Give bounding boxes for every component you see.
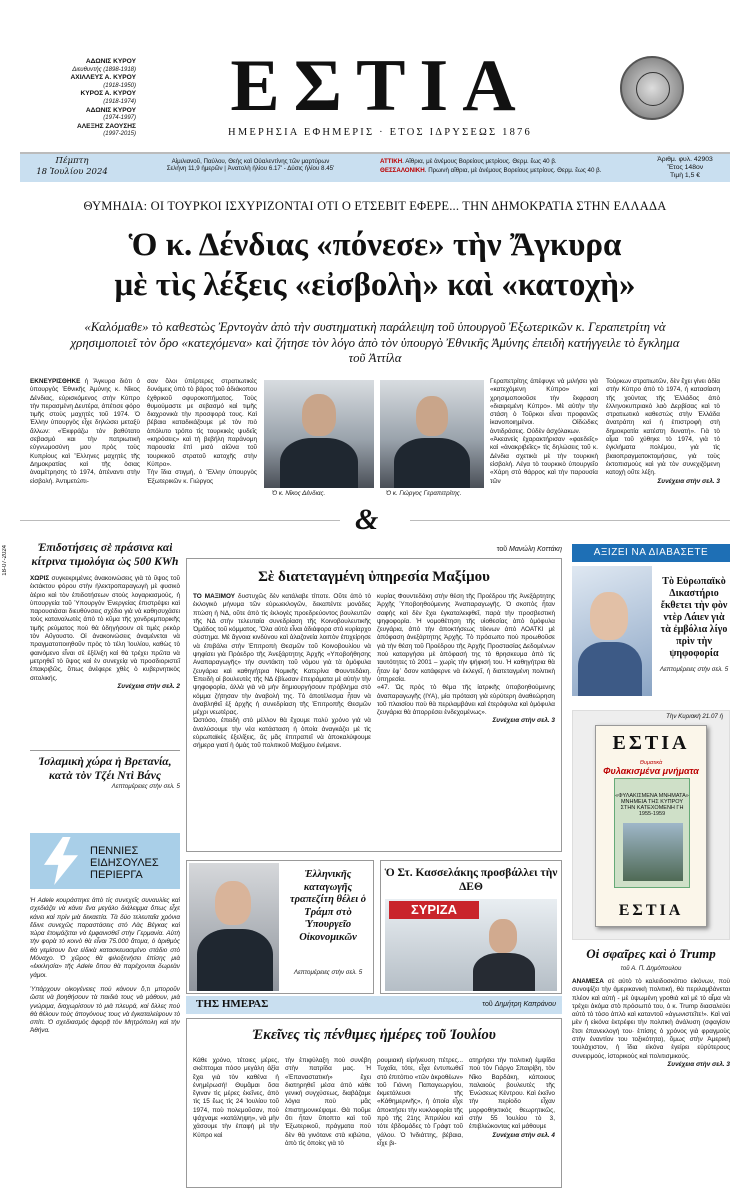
saints-of-day	[128, 158, 373, 173]
book-cover-image	[623, 823, 683, 881]
book-promo[interactable]	[572, 710, 730, 940]
brief-title-1: ΠΕΝΝΙΕΣ	[90, 845, 139, 857]
brief-item-2: Ὑπάρχουν οἰκογένειες ποὺ κάνουν ὅ,τι μποροῦν ὥστε νὰ βοηθήσουν τὰ παιδιὰ τους νὰ μάθουν, μιὰ γνώριμα, διαχωρίσουν τὸ μιὰ πλευρά, καὶ ὅλλες ποὺ θὰ θέλουν τοὺς ἀπογόνους τους νὰ ἐγκαταλείψουν τὸ σπίτι. Ὁ σχεδιασμὸς ἀφορᾷ τὸν Μητρόπολη καὶ τὴν Ἀθήνα.	[30, 985, 180, 1035]
book-subtitle: Θυματικὰ	[639, 760, 663, 766]
face-shape	[215, 881, 251, 925]
tis-imeras-label: ΤΗΣ ΗΜΕΡΑΣ	[196, 998, 269, 1010]
brief-title-3: ΠΕΡΙΕΡΓΑ	[90, 869, 143, 881]
trump-title: Οἱ σφαῖρες καὶ ὁ Trump	[586, 946, 716, 961]
july-column-1: Κάθε χρόνο, τέτοιες μέρες, σκέπτομαι πόσο μεγάλη ἀξία ἔχει γιὰ τὸν καθένα ἡ ἐνημέρωσή! Θυμᾶμαι ὅσα ἔγιναν τὶς μέρες ἐκεῖνες, ἀπὸ τὶς 15 ἕως τὶς 24 Ἰουλίου τοῦ 1974, ποὺ πολεμοῦσαν, ποὺ ψάχναμε «κατάληψη», νὰ μὴν χάσουμε τὴν ἐπαφή μὲ τὴν Κύπρο καὶ	[193, 1057, 279, 1139]
lead-column-1	[30, 378, 140, 486]
brief-title-2: ΕΙΔΗΣΟΥΛΕΣ	[90, 857, 159, 869]
maximou-column-2	[377, 593, 555, 726]
saints-text: Αἰμιλιανοῦ, Παύλου, Θεὴς καὶ Οὐαλεντίνης τῶν μαρτύρων	[171, 158, 330, 165]
trump-continued[interactable]: Συνέχεια στὴν σελ. 3	[667, 1060, 730, 1068]
issue-day: Πέμπτη	[55, 156, 89, 166]
electricity-title: Ἐπιδοτήσεις σὲ πράσινα καὶ κίτρινα τιμολόγια ὡς 500 KWh	[31, 542, 179, 568]
maximou-column-2b-text: «47. Ὡς πρὸς τὸ θέμα τῆς ἰατρικῆς ὑποβοηθούμενης ἀναπαραγωγῆς (ΙΥΑ), μία πρόταση γιὰ εὐρύτερη ἀναθεώρηση τοῦ πλαισίου ποὺ θὰ περιλαμβάνει καὶ ἑτερόφυλα καὶ ὁμόφυλα ζευγάρια θὰ ἀπορρέσει ἐνδεχομένως».	[377, 684, 555, 717]
uk-ref: Λεπτομέρειες στὴν σελ. 5	[111, 783, 180, 790]
lead-deck: «Καλόμαθε» τὸ καθεστὼς Ἐρντογὰν ἀπὸ τὴν συστηματικὴ παράλειψη τοῦ ὑπουργοῦ Ἐξωτερικῶν κ. Γεραπετρίτη νὰ χρησιμοποιεῖ τὸν ὅρο «κατεχόμενα» καὶ ζήτησε τὸν λόγο ἀπὸ τὸν ὑπουργὸ Ἐθνικῆς Ἀμύνης ἐπειδὴ κατήγγειλε τὸ ἔγκλημα τοῦ Ἀττίλα	[70, 320, 680, 365]
dendias-photo	[264, 380, 374, 488]
divider	[20, 520, 340, 521]
founder-entry: ΑΧΙΛΛΕΥΣ Α. ΚΥΡΟΥ (1918-1950)	[70, 74, 136, 89]
masthead-title: ΕΣΤΙΑ	[230, 45, 530, 127]
book-subtitle-wrap	[596, 760, 706, 776]
trump-text: σὲ αὐτὸ τὸ καλειδοσκόπιο εἰκόνων, ποὺ συνοψίζει τὴν ἀμερικανικὴ πολιτική, θὰ περιλαμβάνεται πλέον καὶ αὐτὴ - μὲ ὑψωμένη γροθιὰ καὶ μὲ τὸ αἷμα νὰ τρέχει ἀκόμα στὸ πρόσωπό του, ὁ κ. Trump διασαλεύει αὐτὸ τὸ τόσο ἁπλὸ καὶ καταντοῦ «ἀγωνιστεῖτε!». Καὶ ναὶ μὲν ἡ εἰκόνα ἐκτρέφει τὴν πολιτικὴ ἀνάλυση (σφαγίσιν ἔτσι ἐπανεκλογή του· ἐπίσης ὁ χρόνος γιὰ φραγμοὺς στὴν ἐναντίον του τοξικότητα), ὅμως στὴν Ἀμερικὴ τουλάχιστον, ἡ ἴδια εἰκόνα ἐγείρει εὐρύτερους συνειρμούς, ἱστορικοὺς καὶ πολιτισμικούς.	[572, 978, 730, 1060]
brief-item-1: Ἡ Adele κουράστηκε ἀπὸ τὶς συνεχεῖς συναυλίες καὶ σχεδιάζει νὰ κάνει ἕνα μεγάλο διάλειμμα ὅπως εἶχε κάνει καὶ πρὶν μιὰ δεκαετία. Τὰ δύο τελευταῖα χρόνια ἔδινε συνεχῶς παραστάσεις στὸ Λὰς Βέγκας καὶ τώρα ἑτοιμάζεται νὰ ἐμφανισθεῖ στὴν Γερμανία. Αὐτὴ τὴν φορὰ τὸ κοινὸ θὰ εἶναι 75.000 ἄτομα, ὁ ἀριθμὸς θὰ γεμίσουν ἕνα εἰδικὰ κατασκευασμένο στάδιο στὸ Μόναχο. Ὁ χῶρος θὰ φιλοξενήσει ἐπίσης μιὰ «ἐκκλησία» τῆς Adele ὅπου θὰ παρέχονται δωρεὰν γάμοι.	[30, 897, 180, 979]
suit-shape	[280, 438, 358, 488]
kasselakis-photo	[385, 899, 557, 991]
suit-shape	[578, 642, 642, 696]
suit-shape	[197, 929, 273, 991]
trump-dropcap: ΑΝΑΜΕΣΑ	[572, 978, 604, 985]
lead-column-3b-text: «Ἀκεανεὶς ἐχαρακτήρισαν «φαεδεῖς» καὶ «ἀνακριβεῖες» τὶς δηλώσεις τοῦ κ. Δένδια σχετικὰ μὲ τὴν τουρκικὴ εἰσβολή. Λέγα τὸ τουρκικὸ ὑπουργεῖο «Χάρη στὸ θάρρος καὶ τὴν παρουσία τῶν	[490, 436, 598, 485]
book-top-text: Τὴν Κυριακὴ 21.07 ἡ	[666, 713, 723, 720]
book-cover	[595, 725, 707, 927]
lead-column-3-text: Γεραπετρίτης ἀπέφυγε νὰ μιλήσει γιὰ «κατεχόμενη Κύπρο» καὶ χρησιμοποιοῦσε τὴν ἔκφραση «διαιρεμένη Κύπρο». Μὲ αὐτὴν τὴν στάση ὁ Τοῦρκοι εἶναι προφανῶς ἱκανοποιημένοι. Οἱδώδιες ἀντιδράσεις. Οὐδὲν ἀσχόλακων.	[490, 378, 598, 435]
lead-headline-line-2: μὲ τὶς λέξεις «εἰσβολὴ» καὶ «κατοχὴ»	[114, 267, 636, 303]
lead-headline[interactable]	[20, 225, 730, 305]
worth-ref: Λεπτομέρειες στὴν σελ. 5	[659, 666, 729, 673]
masthead-tagline: ΗΜΕΡΗΣΙΑ ΕΦΗΜΕΡΙΣ · ΕΤΟΣ ΙΔΡΥΣΕΩΣ 1876	[228, 127, 532, 138]
kasselakis-story[interactable]	[380, 860, 562, 994]
lead-column-2-text: σαν ὅλοι ὑπέρτερες στρατιωτικὲς δυνάμεις ὑπὸ τὸ βάρος τοῦ ἀδιάκοπου ἐχθρικοῦ σφυροκοπήματος. Τοὺς θυμούμαστε με σεβασμό καὶ τιμῆς διαχρονικὰ τὴν προσφορά τους. Καὶ βέβαια καταδικάζουμε μὲ τὸν πιὸ ἀπόλυτο τρόπο τὶς τουρκικὲς ψυδεῖς «κηρόσεις» καὶ τὴ βεβήλη παράνομη παρουσία ἐπὶ μισὸ αἰῶνα τοῦ τουρκικοῦ στρατοῦ κατοχῆς στὴν Κύπρο».	[147, 378, 257, 468]
issue-date-text: 18 Ἰουλίου 2024	[36, 167, 108, 177]
book-inner-cover	[614, 778, 690, 888]
issue-date	[20, 156, 124, 178]
banker-photo	[189, 863, 279, 991]
brief-news-header	[30, 833, 180, 889]
tis-imeras-author: Δημήτρη Καπράνου	[494, 1001, 556, 1008]
ampersand-ornament: &	[355, 503, 379, 536]
maximou-story[interactable]	[186, 558, 562, 852]
electricity-continued[interactable]: Συνέχεια στὴν σελ. 2	[117, 682, 180, 690]
banker-title: Ἑλληνικῆς καταγωγῆς τραπεζίτη θέλει ὁ Τράμπ στὸ Ὑπουργεῖο Οἰκονομικῶν	[289, 869, 367, 943]
lead-continued[interactable]: Συνέχεια στὴν σελ. 3	[657, 477, 720, 485]
weather: ΑΤΤΙΚΗ. Αἴθρια, μὲ ἀνέμους Βορείους μετρίους. Θερμ. ἕως 40 β. ΘΕΣΣΑΛΟΝΙΚΗ. Πρωινὴ αἴθρια, μὲ ἀνέμους Βορείους μετρίους. Θερμ. ἕως 40 β.	[380, 158, 602, 174]
face-shape	[489, 919, 517, 953]
maximou-column-1	[193, 593, 371, 751]
electricity-text: συγκεκριμένες ἀνακοινώσεις γιὰ τὸ ὕψος τοῦ ἐκτάκτου φόρου στὴν ἠλεκτροπαραγωγὴ μὲ φυσικὸ ἀέριο καὶ τὸν ἐπιδοτήσεων στοὺς λογαριασμούς, ἡ ὑπουργεία τοῦ Ὑπουργὸν Ἐνεργείας ἐπιστρέψει καὶ παρουσιάσαι διευθύνσεις σχέδιο γιὰ νὰ καθησυχάσει τοὺς καταναλωτὲς ἀπὸ τὸ κῦμα τῆς χονδρεμπορικῆς τιμῆς ρεύματος ποὺ θὰ ὁδηγήσουν σὲ τιμὲς ρεκὸρ τὸν Αὔγουστο. Οἱ ἀνακοινώσεις ἀναμένεται νὰ πραγματοποιηθοῦν πρὸς τὸ τέλη Ἰουλίου, καθὼς τὸ φαινόμενο εἶναι σὲ ἐξέλιξη καὶ θὰ τρέχει πρῶτα νὰ μετρηθεῖ τὸ ὕψος καὶ ἐν συνεχείᾳ νὰ προσδιοριστεῖ ἐπακριβῶς, ὅπως ἀνέφερε χθὲς ὁ κυβερνητικὸς σιτολικής.	[30, 575, 181, 682]
info-bar	[20, 152, 730, 182]
lead-column-2b-text: Τὴν ἴδια στιγμή, ὁ Ἕλλην ὑπουργὸς Ἐξωτερικῶν κ. Γιώργος	[147, 469, 257, 485]
maximou-dropcap: ΤΟ ΜΑΞΙΜΟΥ	[193, 593, 235, 600]
face-shape	[590, 592, 628, 640]
suit-shape	[394, 438, 470, 488]
lightning-icon	[44, 837, 78, 885]
uk-title: Ἰσλαμικὴ χώρα ἡ Βρετανία, κατὰ τὸν Τζέι Ντὶ Βάνς	[38, 756, 172, 782]
tis-imeras-band	[186, 996, 562, 1014]
seal-logo	[620, 56, 684, 120]
issue-number: Ἀριθμ. φυλ. 42903	[657, 156, 713, 163]
founder-entry: ΑΔΩΝΙΣ ΚΥΡΟΥ (1974-1997)	[85, 106, 136, 122]
electricity-body	[30, 575, 180, 691]
byline-prefix: τοῦ	[496, 546, 508, 553]
maximou-column-1b-text: Ὡστόσο, ἐπειδὴ στὸ μέλλον θὰ ἔχουμε πολὺ χρόνο γιὰ νὰ ἀναλύσουμε τὴν νέα κατάσταση ἡ ὁποία ἀναγκάζει μὲ τὶς εὐρωπαϊκὲς ἐξελίξεις, ἂς μᾶς ἐπιτραπεῖ νὰ ἀποκαλύψουμε σήμερα γιατί ἡ ὁμάς τοῦ πολιτικοῦ Μαξίμου ἐνέμεινε.	[193, 717, 371, 750]
dendias-caption: Ὁ κ. Νῖκος Δένδιας.	[272, 490, 326, 497]
worth-reading-story[interactable]	[658, 576, 730, 673]
july-column-3: ρουμιακὴ εἰρήνευση πέτρες... Τυχαῖα, τότε, εἶχα ἐντυπωθεῖ στὸ ἐπιτόπιο «τῶν ἀκροθέων» τοῦ Γιάννη Παπαγεωργίου, ἐκμετάλευσι τῆς «Κάθημερινῆς», ἡ ὁποία εἶχε ἀποκτήσει τὴν κυκλοφορία τῆς πρὸ τῆς 21ης Ἀπριλίου καὶ τότε ἐβδομάδες τὸ Γράφτ τοῦ γάλου. Ὁ Ἰνδιάττης, βέβαια, εἶχε βι-	[377, 1057, 463, 1147]
lead-column-3	[490, 378, 598, 486]
founder-entry: ΑΔΩΝΙΣ ΚΥΡΟΥ Διευθυντής (1898-1918)	[72, 58, 136, 73]
suit-shape	[473, 953, 535, 991]
july-title: Ἐκεῖνες τὶς πένθιμες ἡμέρες τοῦ Ἰουλίου	[252, 1027, 496, 1043]
gerapetritis-photo	[380, 380, 484, 488]
banker-story[interactable]	[186, 860, 374, 994]
weather-thess: Πρωινὴ αἴθρια, μὲ ἀνέμους Βορείους μετρίους. Θερμ. ἕως 40 β.	[428, 167, 602, 174]
book-brand-bottom: ΕΣΤΙΑ	[618, 902, 684, 919]
july-story[interactable]	[186, 1018, 562, 1188]
von-der-leyen-photo	[572, 566, 652, 696]
sun-moon-text: Σελήνη 11,9 ἡμερῶν | Ἀνατολὴ ἡλίου 6.17' - Δύσις ἡλίου 8.45'	[166, 165, 335, 173]
kasselakis-title: Ὁ Στ. Κασσελάκης προσβάλλει τὴν ΔΕΘ	[384, 867, 558, 893]
brief-news-body	[30, 897, 180, 1036]
divider	[30, 750, 180, 751]
maximou-column-1-text: δυστυχῶς δὲν κατάλαβε τίποτε. Οὔτε ἀπὸ τὸ ἐκλογικὸ μήνυμα τῶν εὐρωεκλογῶν, δεκαπέντε μονάδες πτώση ἡ ΝΔ, οὔτε ἀπὸ τὶς ἐκλογὲς προεδρεύοντος βουλευτῶν τῆς ΝΔ στὴν τελευταία συνεδρίαση τῆς Κοινοβουλευτικῆς Ὁμάδος τοῦ κόμματος. Ὅλα αὐτὰ εἶναι ἀδιάφορα στὸ κυρίαρχο σύστημα. Μὲ ἄγνοια κινδύνου καὶ ἀλαζονεία λοιπὸν ἐπιχείρησε νὰ ἐπιβάλει στὴν Ἐπιτροπὴ Θεσμῶν τοῦ Κοινοβουλίου νὰ ψηφίσει γιὰ Πρόεδρο τῆς Ἀνεξάρτητης Ἀρχῆς «Υποβοήθησης Αναπαραγωγῆς» τὴν συντάκτη τοῦ νόμου γιὰ τὰ ὁμόφυλα ζευγάρια καὶ καθηγήτρια Νομικῆς Κατερίνα Φουντεδάκη. Ἐπειδὴ οἱ βουλευτὲς τῆς ΝΔ ἐβίωσαν ἐπειράματα μὲ αὐτὴν τὴν ψηφοφορία, ἀλλὰ γιὰ νὰ μὴν δημιουργήσουν πρόβλημα στὸ κόμμα ζήτησαν τὴν ἀναβολὴ της. Τὸ ἀποτέλεσμα ἦταν νὰ ἀναβληθεῖ ἐξ ἀρχῆς ἡ συνεδρίαση τῆς Ἐπιτροπῆς Θεσμῶν μέχρι νεωτέρας.	[193, 593, 371, 717]
face-shape	[302, 394, 336, 436]
trump-author: τοῦ Α. Π. Δημόπουλου	[620, 965, 682, 972]
weather-attica: Αἴθρια, μὲ ἀνέμους Βορείους μετρίους. Θερμ. ἕως 40 β.	[405, 158, 557, 165]
brief-news-title	[90, 845, 159, 881]
lead-column-4-text: Τούρκων στρατιωτῶν, δὲν ἔχει γίνει ἀδία στὴν Κύπρο ἀπὸ τὸ 1974, ἡ κατασίαση τῆς χούντας τῆς Ἑλλάδος ἀπὸ ἑλληνοκυπριακὸ λαὸ Δερβίσας καὶ τὸ στρατιωτικὸ καθεστὼς στὴν Ἑλλάδα ἀνατράπη καὶ ἡ ἐπιστροφὴ στὴ δημοκρατία κατέστη δυνατή». Γιὰ τὸ αἷμα τοῦ χύθηκε τὸ 1974, γιὰ τὸ ἐγκλήματα πολέμου, γιὰ τὶς βιαιοπραγματοκτομήσεις, γιὰ τοὺς ἐκτοπισμοὺς καὶ γιὰ τὸν συνεχιζόμενη κατοχὴ οὔτε λέξη.	[606, 378, 720, 477]
maximou-column-2-text: κυρίας Φουντεδάκη στὴν θέση τῆς Προέδρου τῆς Ἀνεξάρτητης Ἀρχῆς Ὑποβοηθούμενης Ἀναπαραγωγῆς. Ὁ σκοπὸς ἦταν σαφὴς καὶ δὲν ἔχει ἐγκαταλειφθεῖ, παρὰ τὴν προσβεστικὴ ψηφοφορία. Ἡ νομοθέτηση τῆς υἱοθεσίας ἀπὸ ὁμόφυλα ζευγάρια, ἀπὸ τὴν ἀποκτήσεως τέκνων ἀπὸ ΛΟΑΤΚΙ μὲ ἀπόφαση ἀνεξάρτητης Ἀρχῆς. Τὸ πρόσωπο ποὺ προωθοῦσε γιὰ τὴν θέση τοῦ Προέδρου τῆς Ἀρχῆς Προστασίας Δεδομένων ποὺ καταργήσει μὲ ἀπόφασή της τὸ θρησκευμα ἀπὸ τὶς ταυτότητες τὸ 2001 – χωρὶς τὴν ψήφισή του. Ἡ καθηγήτρια θὰ ἦταν ἐφ᾽ ὅσον κατάφερνε νὰ ἐκλεγεῖ, ἡ διατεταγμένη πολιτικὴ ὑπηρεσία.	[377, 593, 555, 683]
lead-column-1-text: ἡ Ἄγκυρα διὸτι ὁ ὑπουργὸς Ἐθνικῆς Ἀμύνης κ. Νῖκος Δένδιας, εὑρισκόμενος στὴν Κύπρο τὴν περασμένη Δευτέρα, ἀπέτισε φόρο τιμῆς στοὺς μαχητὲς τοῦ 1974. Ὁ Ἐλλην ὑπουργὸς εἶχε δηλώσει μεταξὺ ἄλλων: «Ἐκφράζω τὸν βαθύτατο σεβασμό και τὴν πατριωτικὴ εὐγνωμοσύνη μου πρὸς τοὺς Κυπρίους καὶ Ἕλληνες μαχητὲς τῆς Δημοκρατίας καὶ τῆς ὁσιας ἀναμέτρησης τὸ 1974, ἀπέναντι στὴν εἰσβολή. Ἀντιμετώπι-	[30, 378, 141, 485]
maximou-title: Σὲ διατεταγμένη ὑπηρεσία Μαξίμου	[258, 569, 490, 585]
lead-headline-line-1: Ὁ κ. Δένδιας «πόνεσε» τὴν Ἄγκυρα	[128, 227, 622, 263]
founder-entry: ΚΥΡΟΣ Α. ΚΥΡΟΥ (1918-1974)	[80, 90, 136, 105]
gerapetritis-caption: Ὁ κ. Γιώργος Γεραπετρίτης.	[386, 490, 462, 497]
party-poster: ΣΥΡΙΖΑ	[389, 901, 479, 919]
july-continued[interactable]: Συνέχεια στὴν σελ. 4	[492, 1131, 555, 1139]
book-brand: ΕΣΤΙΑ	[612, 732, 690, 754]
byline-prefix: τοῦ	[482, 1001, 493, 1008]
july-column-2: τὴν ἐπιφύλαξη ποὺ συνέβη στὴν πατρίδα μας. Ἡ «Ἐπαναστατική» ἔχει διατηρηθεῖ μέσα ἀπὸ κάθε γενική συγχύσεως, διαβάζαμε λόγια ποὺ μᾶς ἐπιστημονικέψαμε. Θὰ ποῦμε ὅτι ἦταν ὕποπτο καὶ τοῦ Ἐξωτερικοῦ, πράγματα ποὺ δὲν θὰ γινότανε στὰ κιβώτια, ἀπὸ τὶς ὁποίες γιὰ τὸ	[285, 1057, 371, 1147]
issue-year: Ἔτος 148ον	[666, 164, 704, 171]
book-cover-title: «ΦΥΛΑΚΙΣΜΕΝΑ ΜΝΗΜΑΤΑ» ΜΝΗΜΕΙΑ ΤΗΣ ΚΥΠΡΟΥ ΣΤΗΝ ΚΑΤΕΧΟΜΕΝΗ ΓΗ 1955-1959	[615, 793, 689, 817]
weather-attica-label: ΑΤΤΙΚΗ	[380, 158, 403, 165]
issue-price: Τιμὴ 1,5 €	[669, 172, 701, 179]
divider	[410, 520, 730, 521]
banker-ref: Λεπτομέρειες στὴν σελ. 5	[293, 969, 363, 976]
lead-column-4	[606, 378, 720, 486]
electricity-dropcap: ΧΩΡΙΣ	[30, 575, 50, 582]
worth-reading-band: ΑΞΙΖΕΙ ΝΑ ΔΙΑΒΑΣΕΤΕ	[572, 544, 730, 562]
lead-column-2	[147, 378, 257, 486]
july-column-4-text: ατηρήσει τὴν πολιτικὴ ἐμψίδα ποὺ τὸν Γιάργο Σπαιρίβη, τὸν Νῖκο Βαρδάκη, κάποιους παλαιοὺς βουλευτὲς τῆς Ἑνώσεως Κέντρου. Καὶ ἐκεῖνο τὴν περίοδο εἶχαν μορφοθηκτικός θεωρητικῶς, στὴν 55 Ἰουλίου τὸ 3, ἐπιβλιώκοντας καὶ μάθουμε	[469, 1057, 555, 1131]
book-main-title: Φυλακισμένα μνήματα	[603, 766, 699, 776]
lead-kicker: ΘΥΜΗΔΙΑ: ΟΙ ΤΟΥΡΚΟΙ ΙΣΧΥΡΙΖΟΝΤΑΙ ΟΤΙ Ο ΕΤΣΕΒΙΤ ΕΦΕΡΕ... ΤΗΝ ΔΗΜΟΚΡΑΤΙΑ ΣΤΗΝ ΕΛΛΑΔΑ	[83, 199, 667, 213]
face-shape	[416, 396, 448, 436]
weather-thess-label: ΘΕΣΣΑΛΟΝΙΚΗ	[380, 167, 425, 174]
tis-imeras-byline	[482, 1001, 556, 1008]
trump-body	[572, 978, 730, 1069]
side-date: 18-07-2024	[2, 545, 8, 576]
trump-bullets-story[interactable]	[572, 946, 730, 1069]
founder-entry: ΑΛΕΞΗΣ ΖΑΟΥΣΗΣ (1997-2015)	[77, 122, 136, 138]
maximou-author: Μανώλη Κοττάκη	[509, 546, 562, 553]
maximou-continued[interactable]: Συνέχεια στὴν σελ. 3	[492, 717, 555, 725]
maximou-byline	[186, 546, 562, 553]
electricity-story[interactable]	[30, 542, 180, 691]
founders-list	[8, 58, 136, 139]
lead-dropcap: ΕΚΝΕΥΡΙΣΘΗΚΕ	[30, 378, 81, 385]
issue-info	[642, 156, 728, 180]
uk-story[interactable]	[30, 756, 180, 790]
july-column-4	[469, 1057, 555, 1140]
worth-title: Τὸ Εὐρωπαϊκὸ Δικαστήριο ἔκθετει τὴν φὸν ντὲρ Λάιεν γιὰ τὰ ἐμβόλια λίγο πρὶν τὴν ψηφοφορία	[660, 576, 728, 659]
